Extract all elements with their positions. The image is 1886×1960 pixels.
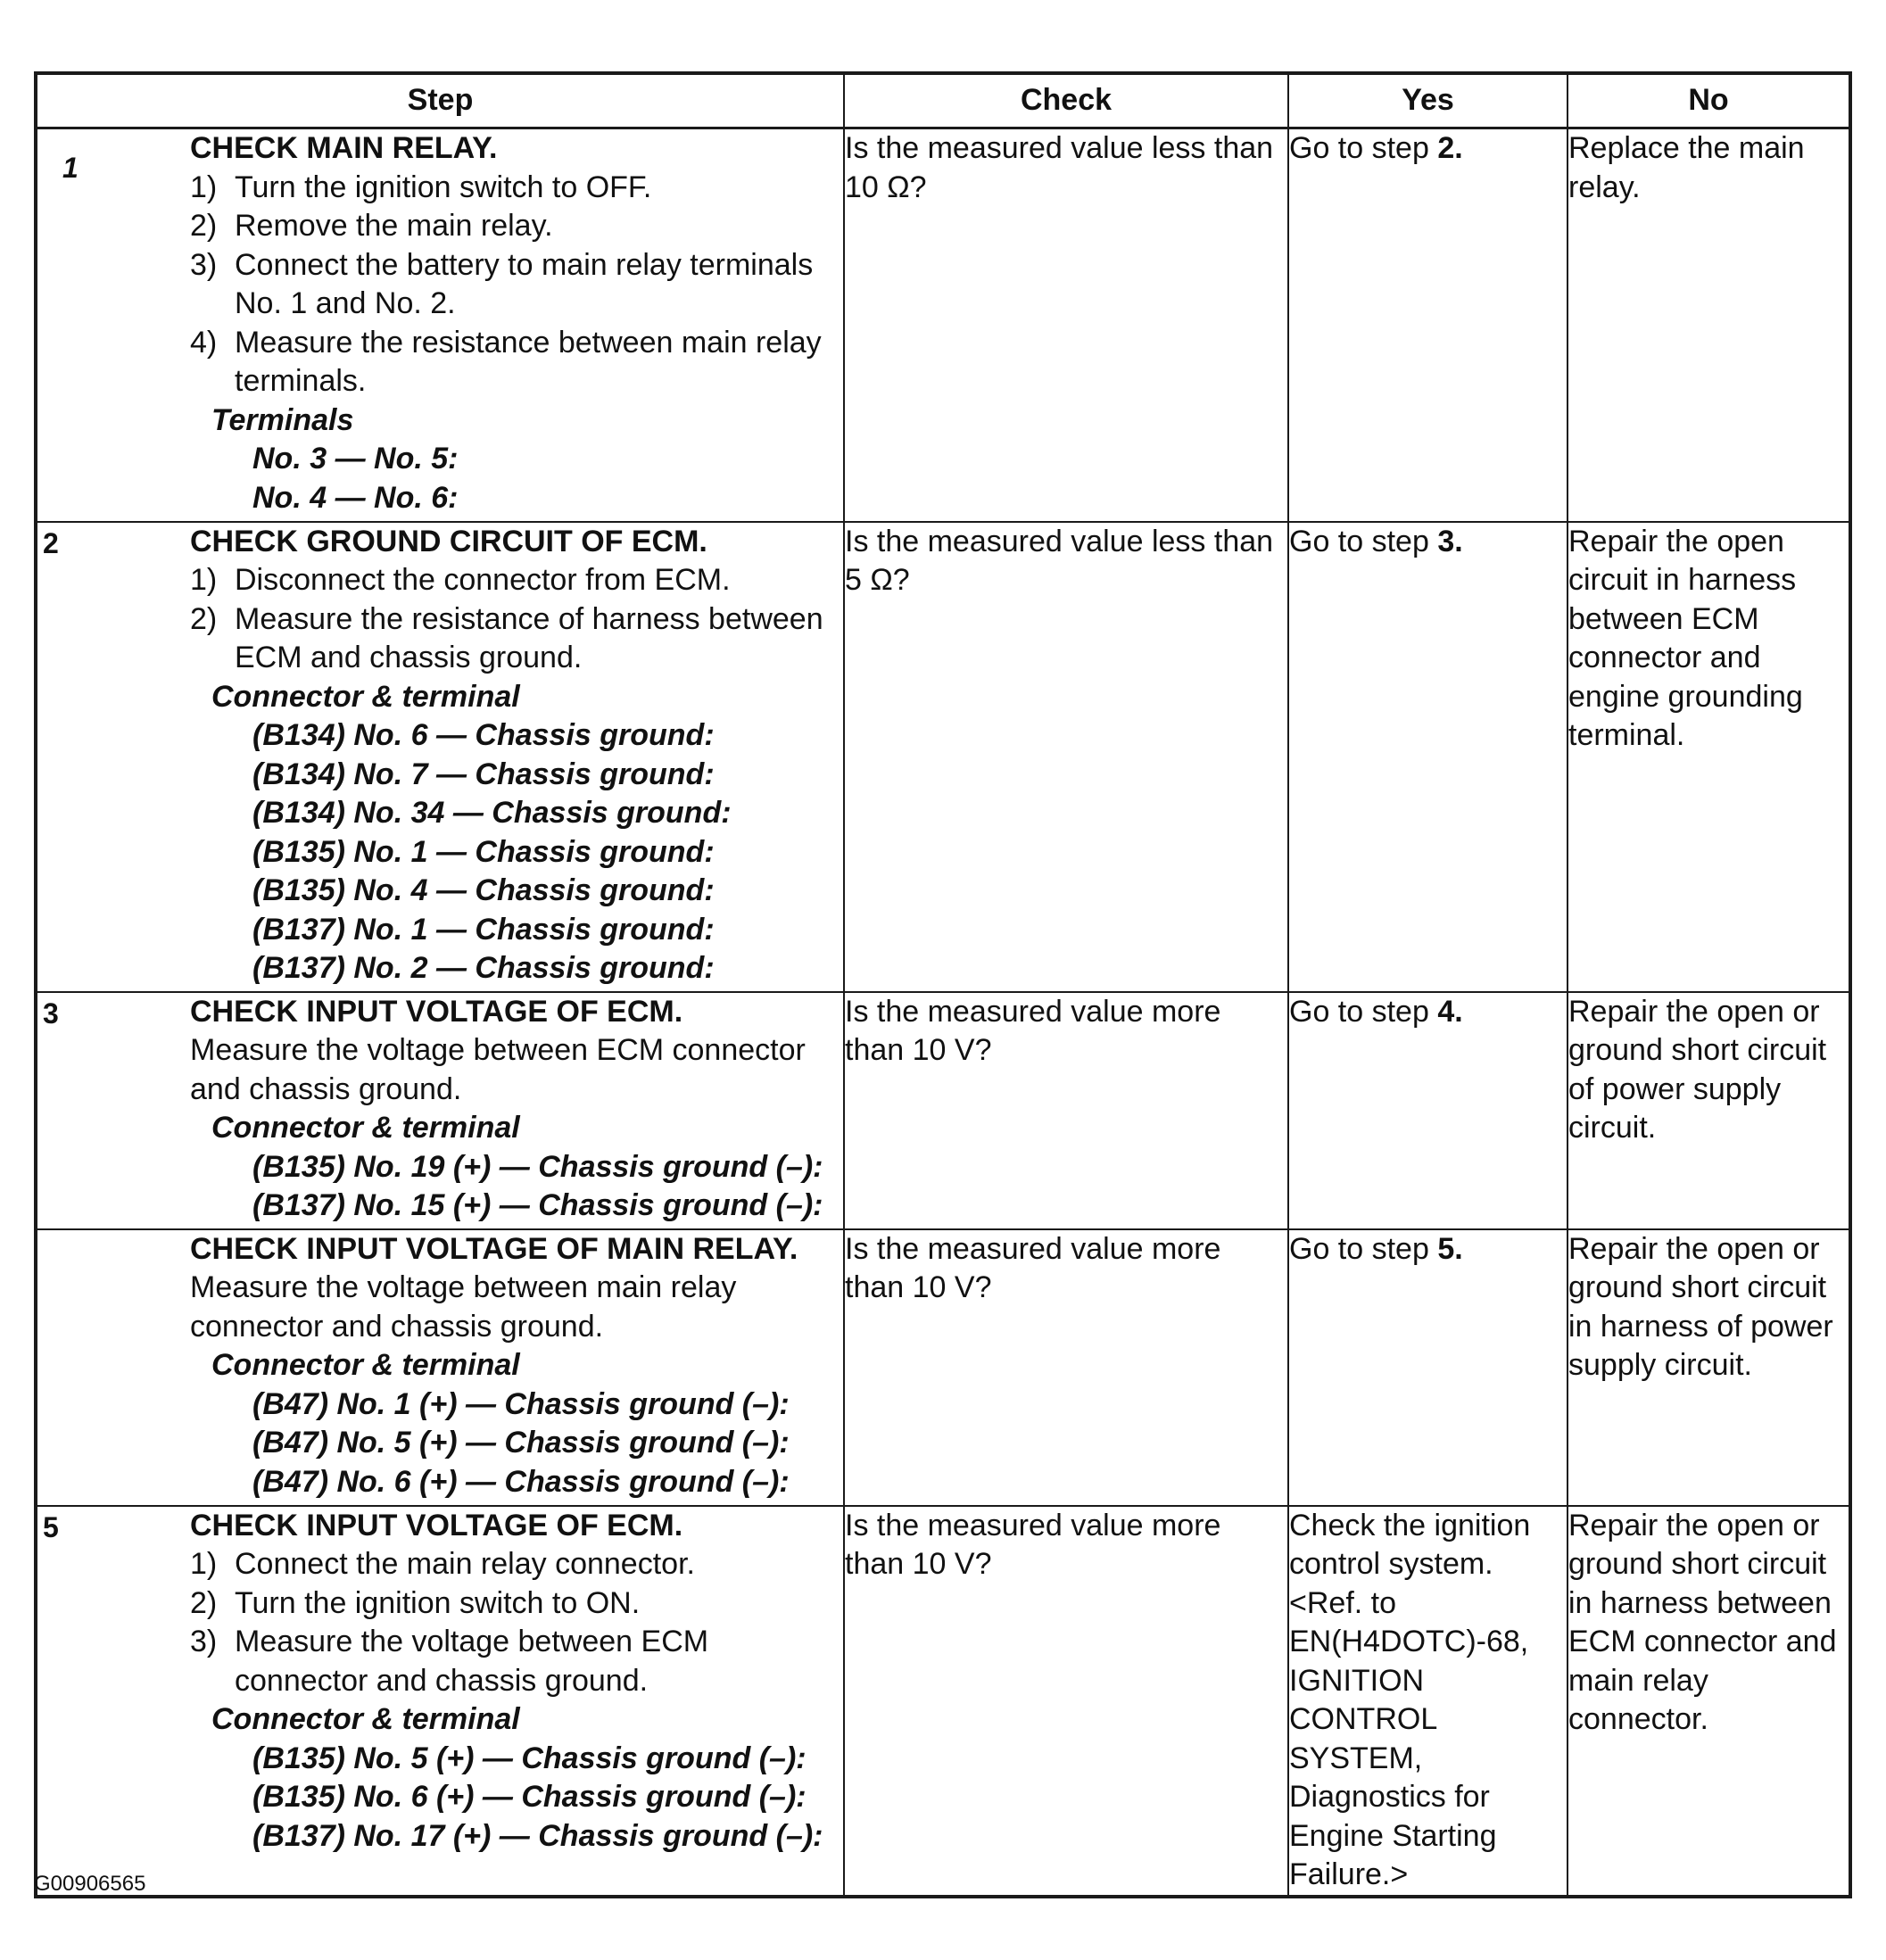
list-item: 2) Remove the main relay. [190, 209, 553, 243]
step-instruction: Measure the voltage between ECM connector and chassis ground. [190, 1033, 806, 1106]
list-item: 4) Measure the resistance between main relay terminals. [190, 325, 822, 398]
table-row [36, 1506, 1850, 1897]
list-item: 1) Turn the ignition switch to OFF. [190, 170, 652, 204]
check-cell: Is the measured value more than 10 V? [844, 992, 1288, 1229]
connector-terminal: (B137) No. 2 — Chassis ground: [252, 951, 715, 985]
step-title: CHECK MAIN RELAY. [190, 131, 498, 165]
connector-terminal: (B134) No. 6 — Chassis ground: [252, 718, 715, 752]
table-row [36, 992, 1850, 1229]
no-cell: Repair the open or ground short circuit in harness of power supply circuit. [1568, 1229, 1850, 1506]
yes-cell: Go to step 2. [1288, 128, 1568, 522]
connector-heading: Connector & terminal [211, 1111, 520, 1145]
list-item: 3) Connect the battery to main relay terminals No. 1 and No. 2. [190, 247, 814, 320]
table-row [36, 522, 1850, 992]
connector-terminal: (B135) No. 5 (+) — Chassis ground (–): [252, 1741, 807, 1775]
connector-terminal: (B47) No. 1 (+) — Chassis ground (–): [252, 1386, 790, 1421]
no-cell: Repair the open circuit in harness between ECM connector and engine grounding terminal. [1568, 522, 1850, 992]
step-cell [36, 1506, 844, 1897]
check-cell: Is the measured value less than 10 Ω? [844, 128, 1288, 522]
connector-terminal: (B137) No. 1 — Chassis ground: [252, 912, 715, 947]
check-cell: Is the measured value less than 5 Ω? [844, 522, 1288, 992]
step-number: 2 [43, 526, 59, 559]
header-row [36, 73, 1850, 128]
table-row [36, 128, 1850, 522]
no-cell: Repair the open or ground short circuit of power supply circuit. [1568, 992, 1850, 1229]
connector-terminal: (B137) No. 17 (+) — Chassis ground (–): [252, 1818, 823, 1853]
step-cell [36, 992, 844, 1229]
no-cell: Replace the main relay. [1568, 128, 1850, 522]
table-row [36, 1229, 1850, 1506]
check-cell: Is the measured value more than 10 V? [844, 1229, 1288, 1506]
connector-terminal: (B134) No. 34 — Chassis ground: [252, 796, 732, 830]
step-title: CHECK INPUT VOLTAGE OF ECM. [190, 994, 683, 1029]
connector-terminal: (B137) No. 15 (+) — Chassis ground (–): [252, 1188, 823, 1222]
figure-code: G00906565 [34, 1872, 146, 1896]
yes-cell: Go to step 5. [1288, 1229, 1568, 1506]
connector-heading: Connector & terminal [211, 679, 520, 714]
step-number: 5 [43, 1510, 59, 1543]
step-cell [36, 522, 844, 992]
connector-terminal: (B135) No. 19 (+) — Chassis ground (–): [252, 1149, 823, 1184]
yes-cell: Go to step 4. [1288, 992, 1568, 1229]
header-yes: Yes [1288, 73, 1568, 128]
header-step: Step [36, 73, 844, 128]
list-item: 2) Measure the resistance of harness between ECM and chassis ground. [190, 601, 823, 674]
step-cell [36, 128, 844, 522]
list-item: 1) Connect the main relay connector. [190, 1547, 695, 1581]
step-instruction: Measure the voltage between main relay connector and chassis ground. [190, 1270, 737, 1344]
step-number: 3 [43, 997, 59, 1030]
list-item: 2) Turn the ignition switch to ON. [190, 1585, 641, 1620]
terminal-pair: No. 4 — No. 6: [252, 480, 459, 515]
connector-terminal: (B47) No. 5 (+) — Chassis ground (–): [252, 1426, 790, 1460]
list-item: 3) Measure the voltage between ECM connector and chassis ground. [190, 1625, 709, 1698]
yes-cell: Go to step 3. [1288, 522, 1568, 992]
connector-heading: Connector & terminal [211, 1348, 520, 1382]
step-title: CHECK GROUND CIRCUIT OF ECM. [190, 524, 707, 558]
check-cell: Is the measured value more than 10 V? [844, 1506, 1288, 1897]
connector-terminal: (B135) No. 4 — Chassis ground: [252, 873, 715, 907]
terminal-pair: No. 3 — No. 5: [252, 442, 459, 476]
header-no: No [1568, 73, 1850, 128]
terminals-heading: Terminals [211, 402, 354, 437]
step-title: CHECK INPUT VOLTAGE OF MAIN RELAY. [190, 1231, 798, 1266]
step-cell [36, 1229, 844, 1506]
connector-terminal: (B47) No. 6 (+) — Chassis ground (–): [252, 1464, 790, 1499]
list-item: 1) Disconnect the connector from ECM. [190, 563, 731, 597]
no-cell: Repair the open or ground short circuit in harness between ECM connector and main relay connector. [1568, 1506, 1850, 1897]
step-title: CHECK INPUT VOLTAGE OF ECM. [190, 1508, 683, 1542]
connector-terminal: (B135) No. 6 (+) — Chassis ground (–): [252, 1780, 807, 1814]
step-number: 1 [62, 152, 79, 184]
header-check: Check [844, 73, 1288, 128]
connector-heading: Connector & terminal [211, 1702, 520, 1736]
yes-cell: Check the ignition control system. <Ref. to EN(H4DOTC)-68, IGNITION CONTROL SYSTEM, Diagnostics for Engine Starting Failure.> [1288, 1506, 1568, 1897]
diagnostic-table [34, 71, 1852, 1898]
connector-terminal: (B134) No. 7 — Chassis ground: [252, 757, 715, 791]
connector-terminal: (B135) No. 1 — Chassis ground: [252, 834, 715, 869]
